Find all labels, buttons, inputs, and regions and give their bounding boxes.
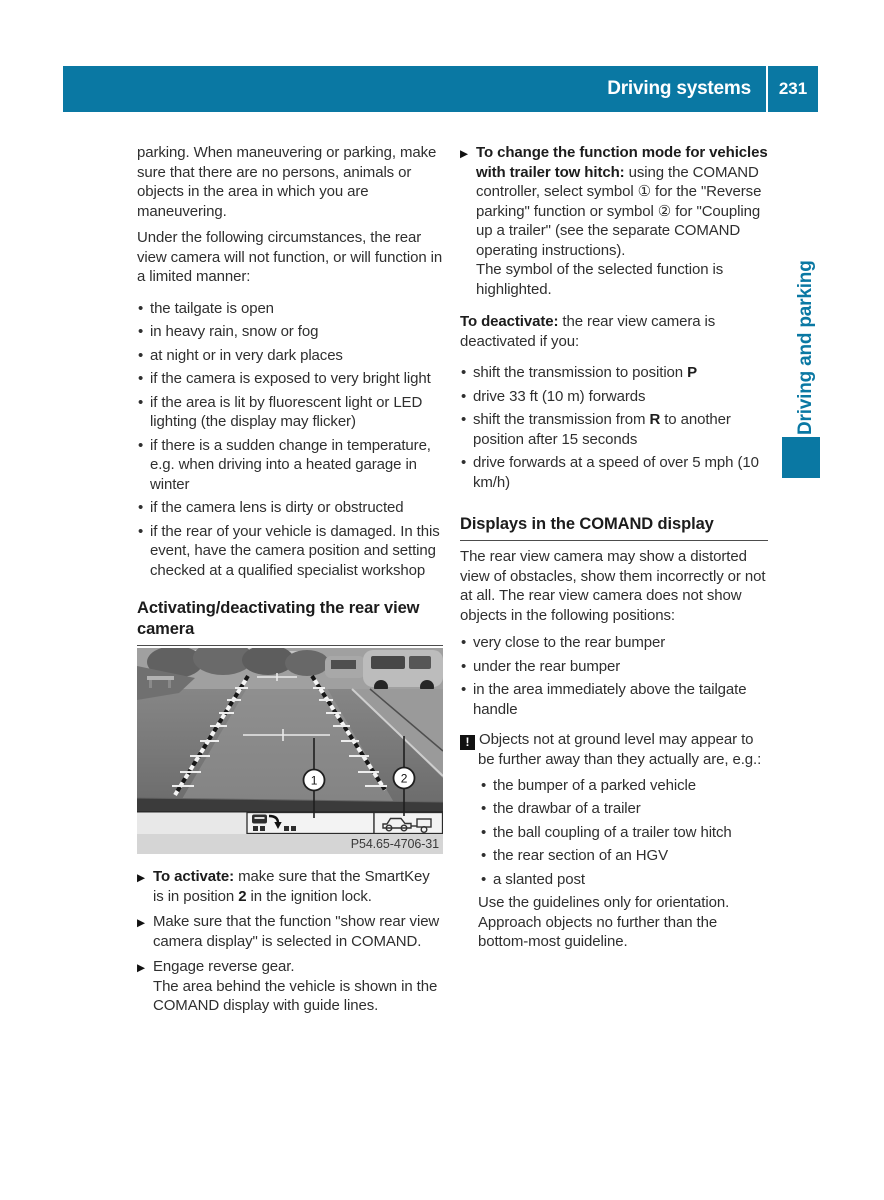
figure-caption: P54.65-4706-31 xyxy=(137,834,443,854)
note-intro xyxy=(465,730,768,770)
deactivate-intro: To deactivate: the rear view camera is deactivated if you: xyxy=(460,313,716,350)
instruction-item xyxy=(460,143,768,299)
exclamation-note-icon: ! xyxy=(460,735,475,750)
symbol-strip xyxy=(137,811,443,834)
instruction-arrow-icon: ▶ xyxy=(137,962,145,974)
bullet-item: • if the rear of your vehicle is damaged. In this event, have the camera position and setting checked at a qualified specialist workshop xyxy=(137,522,443,581)
bullet-item: • the tailgate is open xyxy=(137,299,443,319)
bullet-item: • shift the transmission to position P xyxy=(460,363,768,383)
instruction-arrow-icon: ▶ xyxy=(460,148,468,160)
callout-1-badge xyxy=(304,770,325,791)
limitations-bullet-list xyxy=(137,299,443,581)
header-section-title: Driving systems xyxy=(607,78,751,99)
note-bullet-list xyxy=(480,776,768,890)
caution-note xyxy=(460,730,768,952)
activation-instructions xyxy=(137,867,443,1016)
instruction-item xyxy=(137,912,443,951)
bullet-item: • drive forwards at a speed of over 5 mph (10 km/h) xyxy=(460,453,768,492)
intro-paragraphs xyxy=(137,143,443,287)
bullet-item: • very close to the rear bumper xyxy=(460,633,768,653)
callout-1-number: 1 xyxy=(310,773,318,788)
page-header xyxy=(63,66,818,112)
function-mode-instructions xyxy=(460,143,768,299)
chapter-tab-marker xyxy=(782,437,820,478)
bullet-item: • the rear section of an HGV xyxy=(480,846,768,866)
bullet-item: • in heavy rain, snow or fog xyxy=(137,322,443,342)
page-number: 231 xyxy=(778,79,808,98)
instruction-item xyxy=(137,867,443,906)
rear-view-camera-figure xyxy=(137,648,443,854)
bullet-item: • drive 33 ft (10 m) forwards xyxy=(460,387,768,407)
bullet-item: • shift the transmission from R to another position after 15 seconds xyxy=(460,410,768,449)
instruction-arrow-icon: ▶ xyxy=(137,917,145,929)
instruction-text: Make sure that the function "show rear view camera display" is selected in COMAND. xyxy=(153,913,440,950)
bullet-item: • a slanted post xyxy=(480,870,768,890)
bullet-item: • the drawbar of a trailer xyxy=(480,799,768,819)
left-column xyxy=(137,143,443,1022)
section-heading-activating: Activating/deactivating the rear view camera xyxy=(137,598,443,646)
bullet-item: • under the rear bumper xyxy=(460,657,768,677)
bullet-item: • if there is a sudden change in temperature, e.g. when driving into a heated garage in winter xyxy=(137,436,443,495)
instruction-arrow-icon: ▶ xyxy=(137,872,145,884)
bullet-item: • the bumper of a parked vehicle xyxy=(480,776,768,796)
bullet-item: • if the camera lens is dirty or obstructed xyxy=(137,498,443,518)
callout-2-number: 2 xyxy=(400,771,408,786)
displays-paragraph: The rear view camera may show a distorted view of obstacles, show them incorrectly or not at all. The rear view camera does not show objects in the following positions: xyxy=(460,548,766,624)
instruction-text: To activate: make sure that the SmartKey is in position 2 in the ignition lock. xyxy=(153,868,430,905)
callout-2-badge xyxy=(394,768,415,789)
paragraph: parking. When maneuvering or parking, make sure that there are no persons, animals or objects in the area in which you are maneuvering. xyxy=(137,144,437,220)
bullet-item: • in the area immediately above the tailgate handle xyxy=(460,680,768,719)
right-column xyxy=(460,143,768,959)
bullet-item: • at night or in very dark places xyxy=(137,346,443,366)
bullet-item: • if the camera is exposed to very bright light xyxy=(137,369,443,389)
deactivate-bullet-list xyxy=(460,363,768,492)
section-heading-displays: Displays in the COMAND display xyxy=(460,514,768,541)
instruction-item xyxy=(137,957,443,1016)
chapter-tab-label: Driving and parking xyxy=(795,260,816,435)
bullet-item: • if the area is lit by fluorescent light or LED lighting (the display may flicker) xyxy=(137,393,443,432)
note-outro: Use the guidelines only for orientation. Approach objects no further than the bottom-most guideline. xyxy=(478,894,730,950)
note-intro-text: Objects not at ground level may appear to be further away than they actually are, e.g.: xyxy=(478,731,762,768)
instruction-text: To change the function mode for vehicles with trailer tow hitch: using the COMAND controller, select symbol ① for the "Reverse parking" function or symbol ② for "Coupling up a trailer" (see the separate COMAND operating instructions). The symbol of the selected function is highlighted. xyxy=(476,144,768,298)
bullet-item: • the ball coupling of a trailer tow hitch xyxy=(480,823,768,843)
positions-bullet-list xyxy=(460,633,768,719)
paragraph: Under the following circumstances, the rear view camera will not function, or will function in a limited manner: xyxy=(137,229,443,285)
instruction-text: Engage reverse gear. The area behind the vehicle is shown in the COMAND display with guide lines. xyxy=(153,958,438,1014)
rear-camera-photo xyxy=(137,648,443,834)
